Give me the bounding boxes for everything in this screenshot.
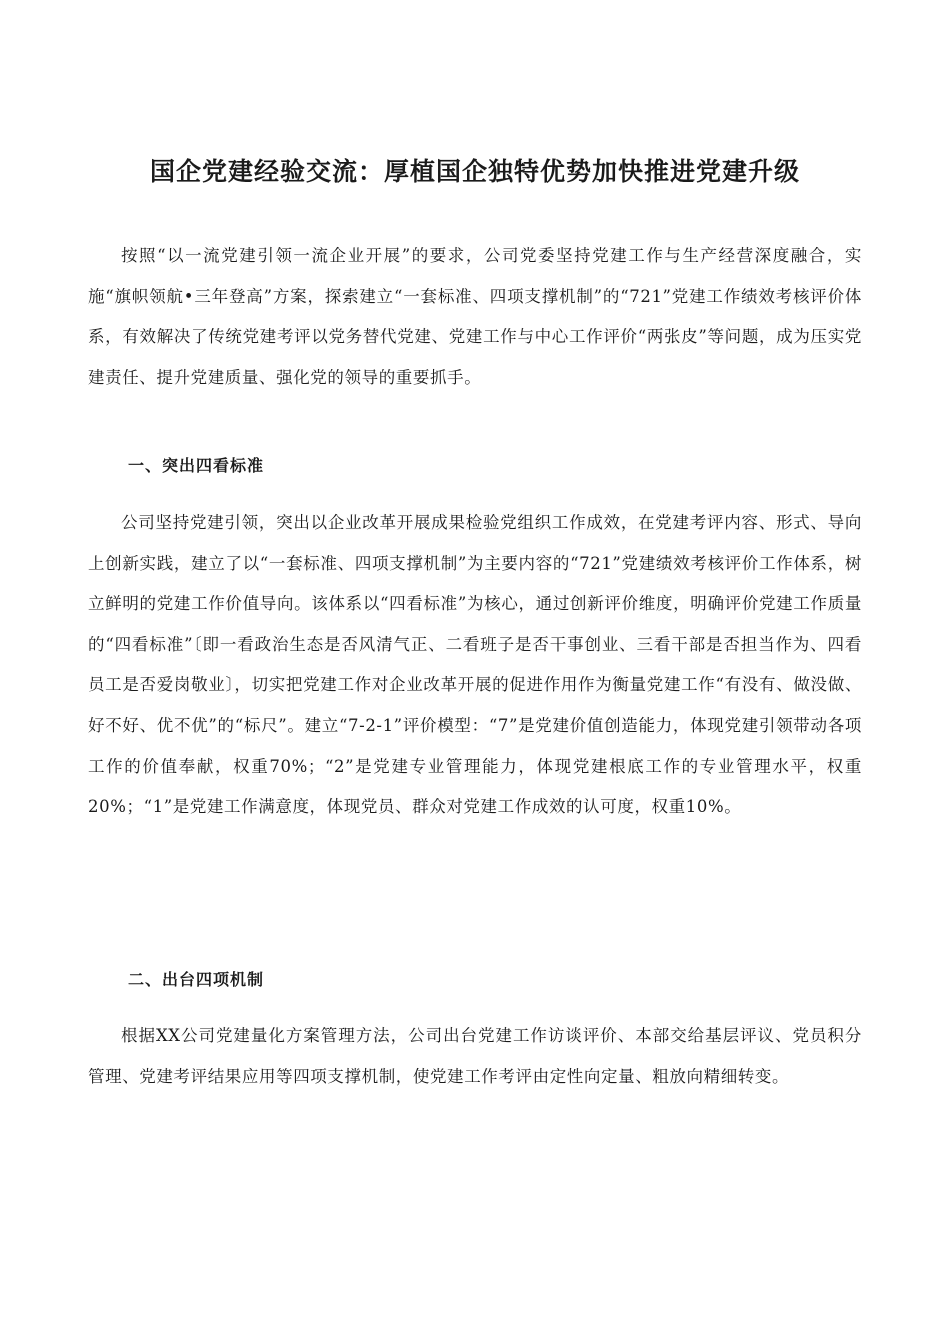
- section-body-1: 公司坚持党建引领，突出以企业改革开展成果检验党组织工作成效，在党建考评内容、形式、导向上创新实践，建立了以“一套标准、四项支撑机制”为主要内容的“721”党建绩效考核评价工作体系，树立鲜明的党建工作价值导向。该体系以“四看标准”为核心，通过创新评价维度，明确评价党建工作质量的“四看标准”〔即一看政治生态是否风清气正、二看班子是否干事创业、三看干部是否担当作为、四看员工是否爱岗敬业〕，切实把党建工作对企业改革开展的促进作用作为衡量党建工作“有没有、做没做、好不好、优不优”的“标尺”。建立“7-2-1”评价模型：“7”是党建价值创造能力，体现党建引领带动各项工作的价值奉献，权重70%；“2”是党建专业管理能力，体现党建根底工作的专业管理水平，权重20%；“1”是党建工作满意度，体现党员、群众对党建工作成效的认可度，权重10%。: [88, 513, 862, 817]
- section-heading-2: 二、出台四项机制: [128, 970, 265, 989]
- section-body-2: 根据XX公司党建量化方案管理方法，公司出台党建工作访谈评价、本部交给基层评议、党员积分管理、党建考评结果应用等四项支撑机制，使党建工作考评由定性向定量、粗放向精细转变。: [88, 1026, 862, 1086]
- intro-paragraph: 按照“以一流党建引领一流企业开展”的要求，公司党委坚持党建工作与生产经营深度融合，实施“旗帜领航•三年登高”方案，探索建立“一套标准、四项支撑机制”的“721”党建工作绩效考核评价体系，有效解决了传统党建考评以党务替代党建、党建工作与中心工作评价“两张皮”等问题，成为压实党建责任、提升党建质量、强化党的领导的重要抓手。: [88, 246, 862, 387]
- document-title: 国企党建经验交流：厚植国企独特优势加快推进党建升级: [149, 157, 800, 186]
- section-heading-1: 一、突出四看标准: [128, 456, 265, 475]
